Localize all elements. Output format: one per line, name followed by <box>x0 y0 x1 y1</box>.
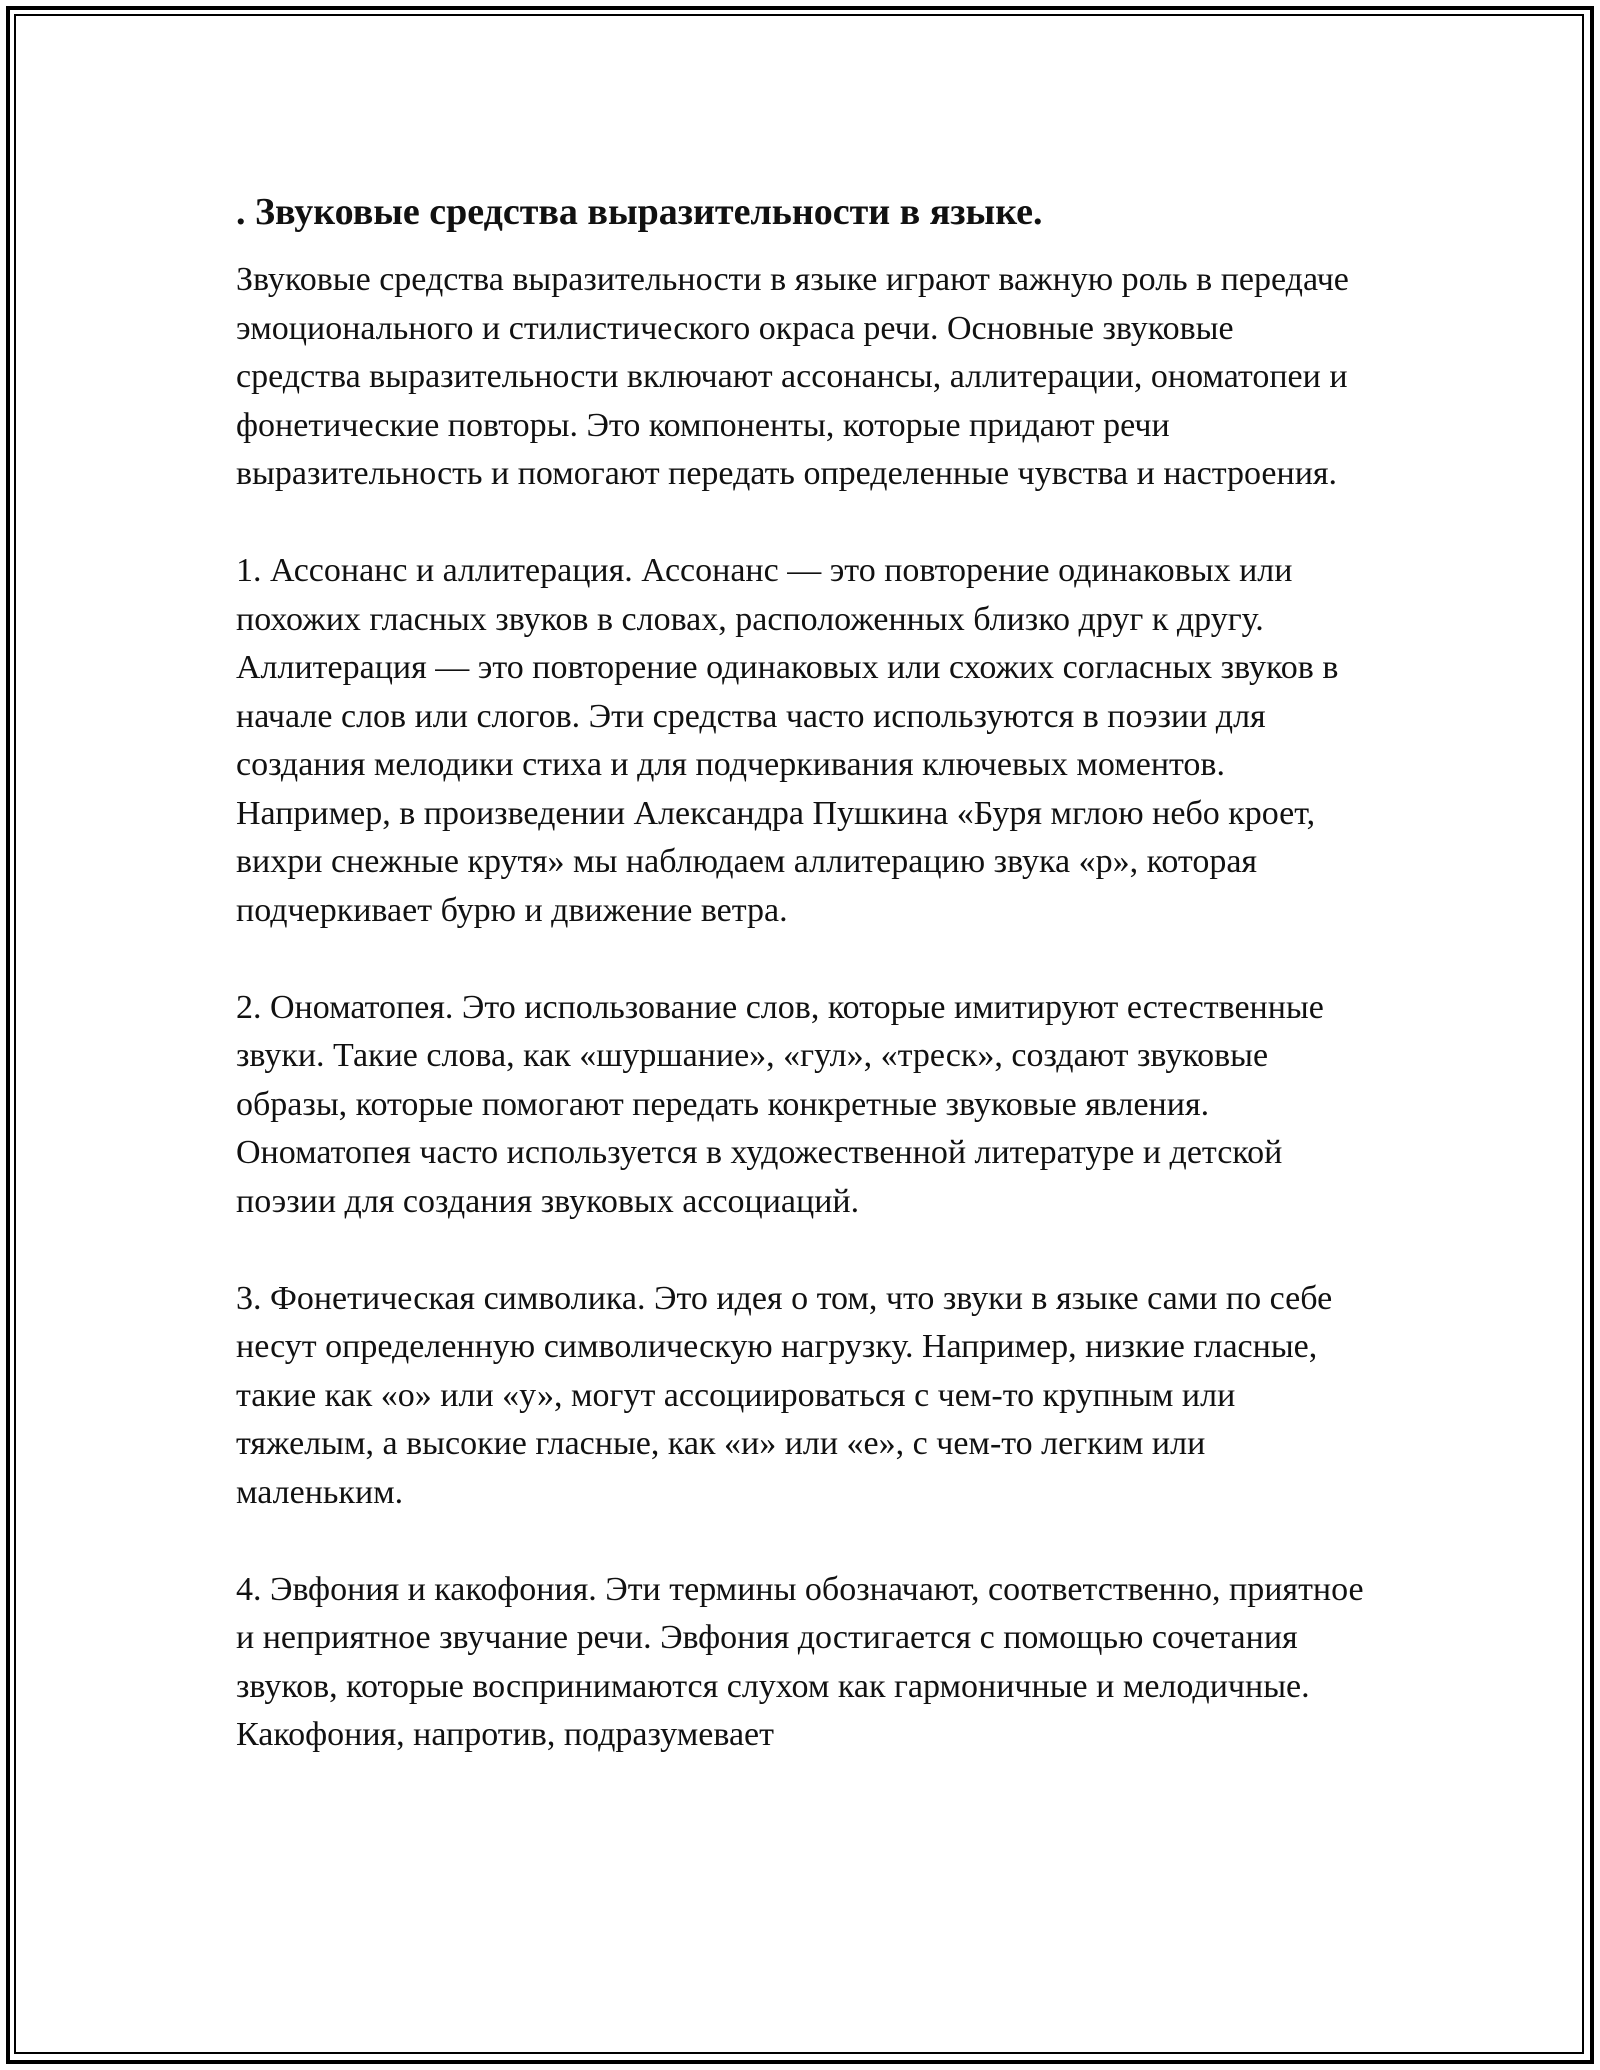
paragraph-intro: Звуковые средства выразительности в языке играют важную роль в передаче эмоционального и стилистического окраса речи. Основные звуковые средства выразительности включают ассонансы, аллитерации, ономатопеи и фонетические повторы. Это компоненты, которые придают речи выразительность и помогают передать определенные чувства и настроения. <box>236 261 1349 492</box>
paragraph-assonance-alliteration: 1. Ассонанс и аллитерация. Ассонанс — это повторение одинаковых или похожих гласных звуков в словах, расположенных близко друг к другу. Аллитерация — это повторение одинаковых или схожих согласных звуков в начале слов или слогов. Эти средства часто используются в поэзии для создания мелодики стиха и для подчеркивания ключевых моментов. Например, в произведении Александра Пушкина «Буря мглою небо кроет, вихри снежные крутя» мы наблюдаем аллитерацию звука «р», которая подчеркивает бурю и движение ветра. <box>236 552 1339 929</box>
paragraph-euphony-cacophony: 4. Эвфония и какофония. Эти термины обозначают, соответственно, приятное и неприятное звучание речи. Эвфония достигается с помощью сочетания звуков, которые воспринимаются слухом как гармоничные и мелодичные. Какофония, напротив, подразумевает <box>236 1570 1364 1753</box>
paragraph-onomatopoeia: 2. Ономатопея. Это использование слов, которые имитируют естественные звуки. Такие слова, как «шуршание», «гул», «треск», создают звуковые образы, которые помогают передать конкретные звуковые явления. Ономатопея часто используется в художественной литературе и детской поэзии для создания звуковых ассоциаций. <box>236 988 1324 1220</box>
paragraph-phonetic-symbolism: 3. Фонетическая символика. Это идея о том, что звуки в языке сами по себе несут определенную символическую нагрузку. Например, низкие гласные, такие как «о» или «у», могут ассоциироваться с чем-то крупным или тяжелым, а высокие гласные, как «и» или «е», с чем-то легким или маленьким. <box>236 1279 1333 1511</box>
document-body <box>236 188 1366 1808</box>
document-title: . Звуковые средства выразительности в языке. <box>236 191 1043 233</box>
